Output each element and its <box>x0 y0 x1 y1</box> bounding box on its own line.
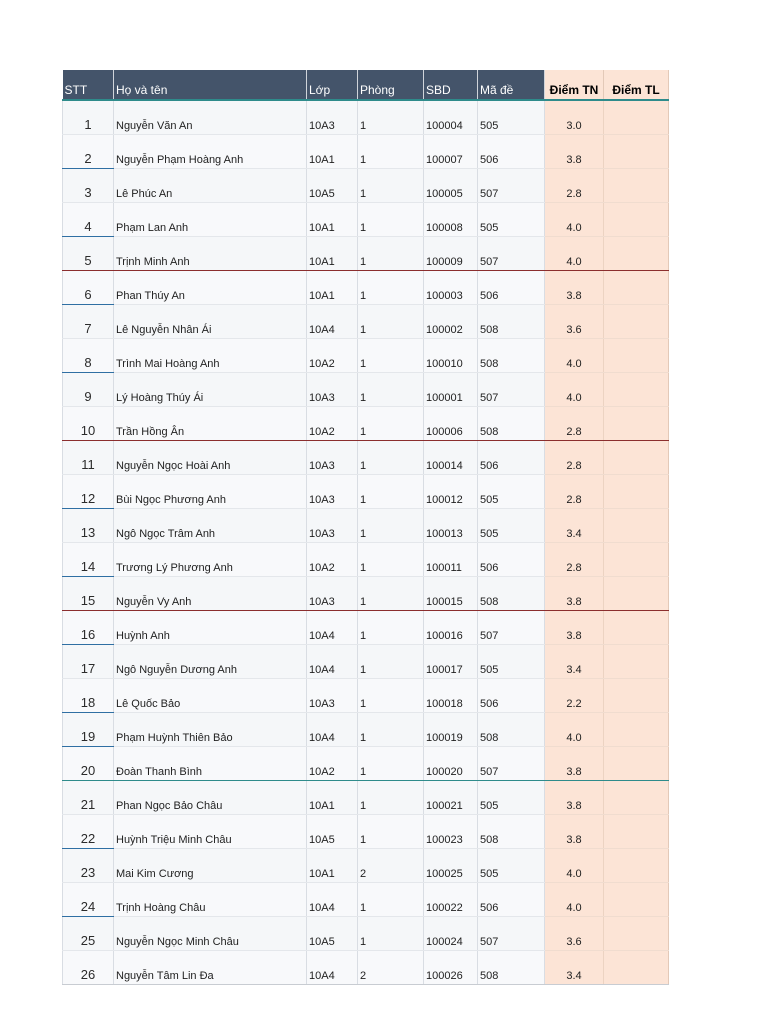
cell-exam-code[interactable]: 505 <box>478 645 545 679</box>
cell-stt[interactable]: 6 <box>63 271 114 305</box>
table-row <box>63 407 669 441</box>
cell-score-tn[interactable]: 4.0 <box>545 883 604 917</box>
cell-score-tn[interactable]: 3.8 <box>545 815 604 849</box>
cell-sbd[interactable]: 100007 <box>424 135 478 169</box>
cell-name[interactable]: Lê Quốc Bảo <box>114 679 307 713</box>
cell-score-tn[interactable]: 4.0 <box>545 713 604 747</box>
cell-exam-code[interactable]: 507 <box>478 169 545 203</box>
cell-name[interactable]: Mai Kim Cương <box>114 849 307 883</box>
cell-sbd[interactable]: 100022 <box>424 883 478 917</box>
table-row <box>63 237 669 271</box>
cell-score-tl[interactable] <box>604 951 669 985</box>
cell-class[interactable]: 10A3 <box>307 577 358 611</box>
table-row <box>63 509 669 543</box>
header-row <box>63 70 669 100</box>
cell-sbd[interactable]: 100012 <box>424 475 478 509</box>
cell-room[interactable]: 1 <box>358 815 424 849</box>
cell-sbd[interactable]: 100021 <box>424 781 478 815</box>
cell-room[interactable]: 1 <box>358 373 424 407</box>
cell-score-tn[interactable]: 2.8 <box>545 543 604 577</box>
cell-sbd[interactable]: 100017 <box>424 645 478 679</box>
cell-name[interactable]: Trình Mai Hoàng Anh <box>114 339 307 373</box>
cell-class[interactable]: 10A1 <box>307 237 358 271</box>
table-row <box>63 135 669 169</box>
cell-exam-code[interactable]: 508 <box>478 407 545 441</box>
cell-class[interactable]: 10A5 <box>307 815 358 849</box>
cell-stt[interactable]: 2 <box>63 135 114 169</box>
cell-stt[interactable]: 11 <box>63 441 114 475</box>
cell-room[interactable]: 1 <box>358 611 424 645</box>
cell-score-tn[interactable]: 4.0 <box>545 373 604 407</box>
cell-sbd[interactable]: 100004 <box>424 100 478 135</box>
header-sbd[interactable]: SBD <box>424 70 478 100</box>
cell-name[interactable]: Phạm Huỳnh Thiên Bảo <box>114 713 307 747</box>
cell-exam-code[interactable]: 505 <box>478 781 545 815</box>
cell-score-tl[interactable] <box>604 237 669 271</box>
cell-stt[interactable]: 22 <box>63 815 114 849</box>
cell-exam-code[interactable]: 508 <box>478 339 545 373</box>
table-row <box>63 475 669 509</box>
cell-score-tn[interactable]: 4.0 <box>545 237 604 271</box>
table-row <box>63 883 669 917</box>
cell-score-tl[interactable] <box>604 407 669 441</box>
cell-score-tl[interactable] <box>604 373 669 407</box>
cell-exam-code[interactable]: 506 <box>478 679 545 713</box>
cell-room[interactable]: 1 <box>358 679 424 713</box>
cell-room[interactable]: 1 <box>358 917 424 951</box>
cell-score-tl[interactable] <box>604 441 669 475</box>
cell-room[interactable]: 1 <box>358 271 424 305</box>
cell-score-tn[interactable]: 3.0 <box>545 100 604 135</box>
cell-name[interactable]: Nguyễn Phạm Hoàng Anh <box>114 135 307 169</box>
cell-score-tl[interactable] <box>604 815 669 849</box>
header-room[interactable]: Phòng <box>358 70 424 100</box>
cell-class[interactable]: 10A4 <box>307 645 358 679</box>
cell-class[interactable]: 10A1 <box>307 135 358 169</box>
cell-class[interactable]: 10A5 <box>307 169 358 203</box>
table-row <box>63 441 669 475</box>
spreadsheet <box>62 70 668 985</box>
cell-stt[interactable]: 4 <box>63 203 114 237</box>
cell-room[interactable]: 1 <box>358 543 424 577</box>
cell-room[interactable]: 1 <box>358 747 424 781</box>
header-score-tl[interactable]: Điểm TL <box>604 70 669 100</box>
table-row <box>63 100 669 135</box>
cell-sbd[interactable]: 100010 <box>424 339 478 373</box>
cell-room[interactable]: 1 <box>358 883 424 917</box>
cell-class[interactable]: 10A3 <box>307 441 358 475</box>
cell-exam-code[interactable]: 506 <box>478 543 545 577</box>
cell-sbd[interactable]: 100025 <box>424 849 478 883</box>
cell-stt[interactable]: 24 <box>63 883 114 917</box>
header-name[interactable]: Họ và tên <box>114 70 307 100</box>
cell-sbd[interactable]: 100020 <box>424 747 478 781</box>
table-row <box>63 543 669 577</box>
cell-stt[interactable]: 20 <box>63 747 114 781</box>
cell-sbd[interactable]: 100005 <box>424 169 478 203</box>
cell-score-tn[interactable]: 3.4 <box>545 951 604 985</box>
cell-score-tl[interactable] <box>604 543 669 577</box>
cell-score-tn[interactable]: 3.6 <box>545 917 604 951</box>
cell-name[interactable]: Trương Lý Phương Anh <box>114 543 307 577</box>
cell-class[interactable]: 10A4 <box>307 883 358 917</box>
cell-class[interactable]: 10A4 <box>307 951 358 985</box>
cell-stt[interactable]: 13 <box>63 509 114 543</box>
cell-sbd[interactable]: 100019 <box>424 713 478 747</box>
cell-class[interactable]: 10A5 <box>307 917 358 951</box>
cell-score-tl[interactable] <box>604 917 669 951</box>
cell-class[interactable]: 10A4 <box>307 713 358 747</box>
cell-room[interactable]: 1 <box>358 713 424 747</box>
cell-room[interactable]: 1 <box>358 509 424 543</box>
cell-stt[interactable]: 3 <box>63 169 114 203</box>
cell-room[interactable]: 1 <box>358 339 424 373</box>
cell-exam-code[interactable]: 505 <box>478 203 545 237</box>
cell-stt[interactable]: 19 <box>63 713 114 747</box>
cell-exam-code[interactable]: 507 <box>478 237 545 271</box>
table-row <box>63 951 669 985</box>
cell-score-tl[interactable] <box>604 713 669 747</box>
cell-stt[interactable]: 5 <box>63 237 114 271</box>
cell-stt[interactable]: 15 <box>63 577 114 611</box>
cell-score-tn[interactable]: 3.4 <box>545 509 604 543</box>
cell-room[interactable]: 1 <box>358 407 424 441</box>
table-row <box>63 747 669 781</box>
cell-class[interactable]: 10A3 <box>307 373 358 407</box>
cell-name[interactable]: Phạm Lan Anh <box>114 203 307 237</box>
cell-exam-code[interactable]: 508 <box>478 305 545 339</box>
cell-sbd[interactable]: 100002 <box>424 305 478 339</box>
cell-score-tl[interactable] <box>604 135 669 169</box>
table-row <box>63 339 669 373</box>
cell-exam-code[interactable]: 505 <box>478 509 545 543</box>
cell-exam-code[interactable]: 507 <box>478 611 545 645</box>
table-row <box>63 781 669 815</box>
cell-score-tn[interactable]: 3.6 <box>545 305 604 339</box>
cell-stt[interactable]: 12 <box>63 475 114 509</box>
cell-score-tl[interactable] <box>604 679 669 713</box>
cell-exam-code[interactable]: 506 <box>478 271 545 305</box>
cell-class[interactable]: 10A2 <box>307 339 358 373</box>
cell-score-tl[interactable] <box>604 611 669 645</box>
cell-exam-code[interactable]: 506 <box>478 441 545 475</box>
cell-exam-code[interactable]: 508 <box>478 951 545 985</box>
cell-name[interactable]: Lý Hoàng Thúy Ái <box>114 373 307 407</box>
cell-room[interactable]: 1 <box>358 645 424 679</box>
cell-score-tl[interactable] <box>604 781 669 815</box>
cell-sbd[interactable]: 100016 <box>424 611 478 645</box>
cell-room[interactable]: 1 <box>358 441 424 475</box>
cell-score-tl[interactable] <box>604 169 669 203</box>
cell-room[interactable]: 1 <box>358 305 424 339</box>
cell-score-tl[interactable] <box>604 883 669 917</box>
cell-class[interactable]: 10A1 <box>307 849 358 883</box>
cell-name[interactable]: Trần Hồng Ân <box>114 407 307 441</box>
cell-sbd[interactable]: 100013 <box>424 509 478 543</box>
cell-score-tn[interactable]: 2.8 <box>545 407 604 441</box>
cell-score-tl[interactable] <box>604 747 669 781</box>
cell-score-tl[interactable] <box>604 849 669 883</box>
cell-name[interactable]: Nguyễn Vy Anh <box>114 577 307 611</box>
cell-stt[interactable]: 26 <box>63 951 114 985</box>
cell-score-tn[interactable]: 2.8 <box>545 169 604 203</box>
cell-class[interactable]: 10A1 <box>307 271 358 305</box>
cell-sbd[interactable]: 100023 <box>424 815 478 849</box>
cell-score-tn[interactable]: 3.8 <box>545 577 604 611</box>
cell-score-tl[interactable] <box>604 475 669 509</box>
cell-sbd[interactable]: 100026 <box>424 951 478 985</box>
cell-score-tn[interactable]: 2.8 <box>545 475 604 509</box>
cell-score-tl[interactable] <box>604 100 669 135</box>
cell-stt[interactable]: 18 <box>63 679 114 713</box>
cell-sbd[interactable]: 100018 <box>424 679 478 713</box>
cell-name[interactable]: Nguyễn Ngọc Hoài Anh <box>114 441 307 475</box>
cell-name[interactable]: Lê Phúc An <box>114 169 307 203</box>
cell-exam-code[interactable]: 505 <box>478 849 545 883</box>
cell-stt[interactable]: 21 <box>63 781 114 815</box>
cell-exam-code[interactable]: 506 <box>478 135 545 169</box>
cell-class[interactable]: 10A2 <box>307 747 358 781</box>
cell-room[interactable]: 1 <box>358 100 424 135</box>
table-row <box>63 203 669 237</box>
cell-score-tn[interactable]: 3.8 <box>545 135 604 169</box>
cell-name[interactable]: Huỳnh Anh <box>114 611 307 645</box>
cell-score-tn[interactable]: 3.8 <box>545 611 604 645</box>
cell-exam-code[interactable]: 505 <box>478 475 545 509</box>
cell-room[interactable]: 1 <box>358 203 424 237</box>
cell-stt[interactable]: 10 <box>63 407 114 441</box>
cell-exam-code[interactable]: 507 <box>478 747 545 781</box>
cell-score-tl[interactable] <box>604 305 669 339</box>
cell-class[interactable]: 10A2 <box>307 543 358 577</box>
cell-room[interactable]: 1 <box>358 577 424 611</box>
cell-class[interactable]: 10A3 <box>307 475 358 509</box>
cell-score-tn[interactable]: 2.2 <box>545 679 604 713</box>
cell-score-tn[interactable]: 4.0 <box>545 339 604 373</box>
cell-name[interactable]: Ngô Ngọc Trâm Anh <box>114 509 307 543</box>
cell-stt[interactable]: 17 <box>63 645 114 679</box>
table-row <box>63 679 669 713</box>
table-row <box>63 271 669 305</box>
cell-room[interactable]: 1 <box>358 237 424 271</box>
table-row <box>63 373 669 407</box>
cell-stt[interactable]: 25 <box>63 917 114 951</box>
cell-name[interactable]: Phan Thúy An <box>114 271 307 305</box>
cell-exam-code[interactable]: 505 <box>478 100 545 135</box>
cell-exam-code[interactable]: 508 <box>478 713 545 747</box>
cell-sbd[interactable]: 100003 <box>424 271 478 305</box>
cell-name[interactable]: Ngô Nguyễn Dương Anh <box>114 645 307 679</box>
cell-name[interactable]: Huỳnh Triệu Minh Châu <box>114 815 307 849</box>
table-row <box>63 305 669 339</box>
table-row <box>63 645 669 679</box>
cell-exam-code[interactable]: 508 <box>478 577 545 611</box>
cell-room[interactable]: 1 <box>358 169 424 203</box>
cell-stt[interactable]: 7 <box>63 305 114 339</box>
header-score-tn[interactable]: Điểm TN <box>545 70 604 100</box>
table-row <box>63 815 669 849</box>
table-header <box>63 70 669 100</box>
cell-sbd[interactable]: 100014 <box>424 441 478 475</box>
cell-score-tn[interactable]: 4.0 <box>545 849 604 883</box>
cell-score-tl[interactable] <box>604 645 669 679</box>
cell-name[interactable]: Trịnh Hoàng Châu <box>114 883 307 917</box>
cell-exam-code[interactable]: 507 <box>478 917 545 951</box>
cell-name[interactable]: Nguyễn Tâm Lin Đa <box>114 951 307 985</box>
cell-name[interactable]: Lê Nguyễn Nhân Ái <box>114 305 307 339</box>
cell-class[interactable]: 10A4 <box>307 611 358 645</box>
cell-exam-code[interactable]: 507 <box>478 373 545 407</box>
cell-sbd[interactable]: 100011 <box>424 543 478 577</box>
cell-room[interactable]: 2 <box>358 951 424 985</box>
cell-score-tl[interactable] <box>604 339 669 373</box>
cell-sbd[interactable]: 100009 <box>424 237 478 271</box>
cell-exam-code[interactable]: 506 <box>478 883 545 917</box>
cell-class[interactable]: 10A4 <box>307 305 358 339</box>
cell-score-tl[interactable] <box>604 509 669 543</box>
cell-stt[interactable]: 14 <box>63 543 114 577</box>
cell-score-tl[interactable] <box>604 577 669 611</box>
cell-name[interactable]: Nguyễn Ngọc Minh Châu <box>114 917 307 951</box>
cell-stt[interactable]: 23 <box>63 849 114 883</box>
cell-stt[interactable]: 8 <box>63 339 114 373</box>
cell-score-tn[interactable]: 4.0 <box>545 203 604 237</box>
cell-stt[interactable]: 16 <box>63 611 114 645</box>
cell-score-tn[interactable]: 3.8 <box>545 781 604 815</box>
cell-sbd[interactable]: 100015 <box>424 577 478 611</box>
table-body <box>63 100 669 985</box>
cell-room[interactable]: 1 <box>358 135 424 169</box>
header-class[interactable]: Lớp <box>307 70 358 100</box>
cell-stt[interactable]: 1 <box>63 100 114 135</box>
table-row <box>63 169 669 203</box>
table-row <box>63 917 669 951</box>
cell-stt[interactable]: 9 <box>63 373 114 407</box>
cell-score-tl[interactable] <box>604 203 669 237</box>
cell-score-tl[interactable] <box>604 271 669 305</box>
cell-name[interactable]: Trịnh Minh Anh <box>114 237 307 271</box>
cell-class[interactable]: 10A3 <box>307 509 358 543</box>
cell-name[interactable]: Phan Ngọc Bảo Châu <box>114 781 307 815</box>
cell-score-tn[interactable]: 3.8 <box>545 271 604 305</box>
cell-class[interactable]: 10A3 <box>307 679 358 713</box>
table-row <box>63 611 669 645</box>
cell-score-tn[interactable]: 3.4 <box>545 645 604 679</box>
cell-score-tn[interactable]: 2.8 <box>545 441 604 475</box>
table-row <box>63 849 669 883</box>
cell-sbd[interactable]: 100006 <box>424 407 478 441</box>
student-score-table <box>62 70 669 985</box>
header-stt[interactable]: STT <box>63 70 114 100</box>
cell-class[interactable]: 10A1 <box>307 203 358 237</box>
cell-exam-code[interactable]: 508 <box>478 815 545 849</box>
cell-name[interactable]: Bùi Ngọc Phương Anh <box>114 475 307 509</box>
cell-sbd[interactable]: 100008 <box>424 203 478 237</box>
cell-room[interactable]: 1 <box>358 781 424 815</box>
header-exam-code[interactable]: Mã đề <box>478 70 545 100</box>
cell-score-tn[interactable]: 3.8 <box>545 747 604 781</box>
cell-class[interactable]: 10A3 <box>307 100 358 135</box>
cell-class[interactable]: 10A2 <box>307 407 358 441</box>
cell-room[interactable]: 2 <box>358 849 424 883</box>
cell-room[interactable]: 1 <box>358 475 424 509</box>
cell-sbd[interactable]: 100001 <box>424 373 478 407</box>
cell-class[interactable]: 10A1 <box>307 781 358 815</box>
table-row <box>63 577 669 611</box>
table-row <box>63 713 669 747</box>
cell-name[interactable]: Đoàn Thanh Bình <box>114 747 307 781</box>
cell-name[interactable]: Nguyễn Văn An <box>114 100 307 135</box>
cell-sbd[interactable]: 100024 <box>424 917 478 951</box>
